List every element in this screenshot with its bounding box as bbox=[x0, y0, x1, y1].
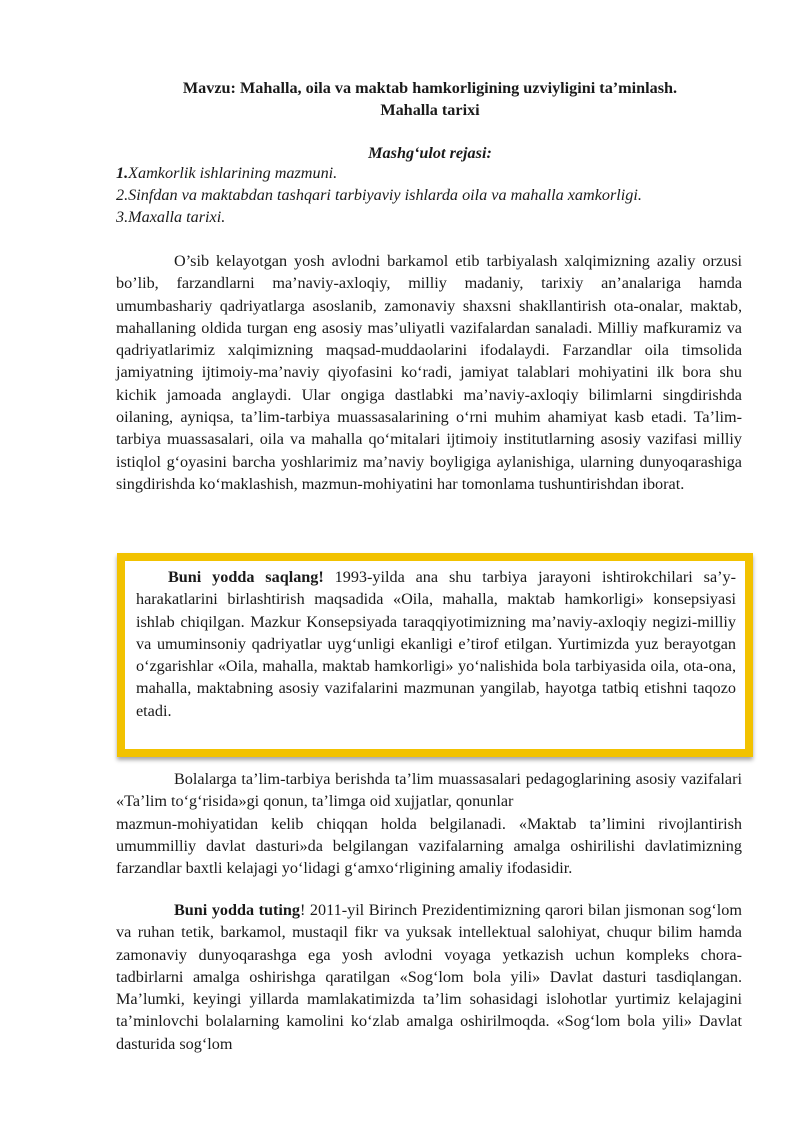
plan-item bbox=[116, 184, 756, 206]
plan-item-number: 3. bbox=[116, 208, 129, 226]
plan-item-number: 1. bbox=[116, 164, 129, 182]
plan-item bbox=[116, 206, 756, 228]
title-line-1: Mavzu: Mahalla, oila va maktab hamkorligining uzviyligini ta’minlash. bbox=[182, 79, 678, 97]
reminder-body: ! 2011-yil Birinch Prezidentimizning qarori bilan jismonan sog‘lom va ruhan tetik, barkamol, mustaqil fikr va yuksak intellektual salohiyat, chuqur bilim hamda zamonaviy dunyoqarashga ega yosh avlodni voyaga yetkazish uchun kompleks chora-tadbirlarni amalga oshirishga qaratilgan «Sog‘lom bola yili» Davlat dasturi tasdiqlangan. Ma’lumki, keyingi yillarda mamlakatimizda ta’lim sohasidagi islohotlar yurtimiz kelajagini ta’minlovchi bolalarning kamolini ko‘zlab amalga oshirilmoqda. «Sog‘lom bola yili» Davlat dasturida sog‘lom bbox=[116, 901, 742, 1053]
reminder-lead: Buni yodda tuting bbox=[174, 901, 301, 919]
plan-item-number: 2. bbox=[116, 186, 129, 204]
plan-item-text: Sinfdan va maktabdan tashqari tarbiyaviy ishlarda oila va mahalla xamkorligi. bbox=[128, 186, 642, 204]
plan-item-text: Maxalla tarixi. bbox=[128, 208, 226, 226]
callout-text bbox=[136, 566, 736, 722]
plan-list bbox=[116, 162, 756, 228]
callout-lead: Buni yodda saqlang! bbox=[168, 568, 324, 586]
plan-item-text: Xamkorlik ishlarining mazmuni. bbox=[128, 164, 338, 182]
plan-item bbox=[116, 162, 756, 184]
paragraph-reminder bbox=[116, 899, 742, 1055]
title-line-2: Mahalla tarixi bbox=[380, 101, 480, 119]
document-title bbox=[110, 77, 750, 121]
callout-box bbox=[117, 553, 753, 757]
intro-paragraph: O’sib kelayotgan yosh avlodni barkamol etib tarbiyalash xalqimizning azaliy orzusi bo’lib, farzandlarni ma’naviy-axloqiy, milliy madaniy, tarixiy an’analariga hamda umumbashariy qadriyatlarga asoslanib, zamonaviy shaxsni shakllantirish ota-onalar, maktab, mahallaning oldida turgan eng asosiy mas’uliyatli vazifalardan sanaladi. Milliy mafkuramiz va qadriyatlarimiz xalqimizning maqsad-muddaolarini ifodalaydi. Farzandlar oila timsolida jamiyatning ijtimoiy-ma’naviy qiyofasini ko‘radi, jamiyat talablari mohiyatini ilk bora shu kichik jamoada anglaydi. Ular ongiga dastlabki ma’naviy-axloqiy bilimlarni singdirishda oilaning, ayniqsa, ta’lim-tarbiya muassasalarining o‘rni muhim ahamiyat kasb etadi. Ta’lim-tarbiya muassasalari, oila va mahalla qo‘mitalari ijtimoiy institutlarning asosiy vazifasi milliy istiqlol g‘oyasini barcha yoshlarimiz ma’naviy boyligiga aylanishiga, ularning dunyoqarashiga singdirishda ko‘maklashish, mazmun-mohiyatini har tomonlama tushuntirishdan iborat. bbox=[116, 252, 742, 493]
paragraph-duties bbox=[116, 768, 742, 879]
callout-body: 1993-yilda ana shu tarbiya jarayoni ishtirokchilari sa’y-harakatlarini birlashtirish maqsadida «Oila, mahalla, maktab hamkorligi» konsepsiyasi ishlab chiqilgan. Mazkur Konsepsiyada taraqqiyotimizning ma’naviy-axloqiy negizi-milliy va umuminsoniy qadriyatlar uyg‘unligi ekanligi e’tirof etilgan. Yurtimizda yuz berayotgan o‘zgarishlar «Oila, mahalla, maktab hamkorligi» yo‘nalishida bola tarbiyasida oila, ota-ona, mahalla, maktabning asosiy vazifalarini mazmunan yangilab, hayotga tatbiq etishni taqozo etadi. bbox=[136, 568, 737, 720]
paragraph-duties-line1: Bolalarga ta’lim-tarbiya berishda ta’lim muassasalari pedagoglarining asosiy vazifalari «Ta’lim to‘g‘risida»gi qonun, ta’limga oid xujjatlar, qonunlar bbox=[116, 770, 742, 811]
plan-heading: Mashg‘ulot rejasi: bbox=[368, 144, 492, 162]
paragraph-duties-line2: mazmun-mohiyatidan kelib chiqqan holda belgilanadi. «Maktab ta’limini rivojlantirish umummilliy davlat dasturi»da belgilangan vazifalarning amalga oshirilishi davlatimizning farzandlar baxtli kelajagi yo‘lidagi g‘amxo‘rligining amaliy ifodasidir. bbox=[116, 814, 742, 878]
